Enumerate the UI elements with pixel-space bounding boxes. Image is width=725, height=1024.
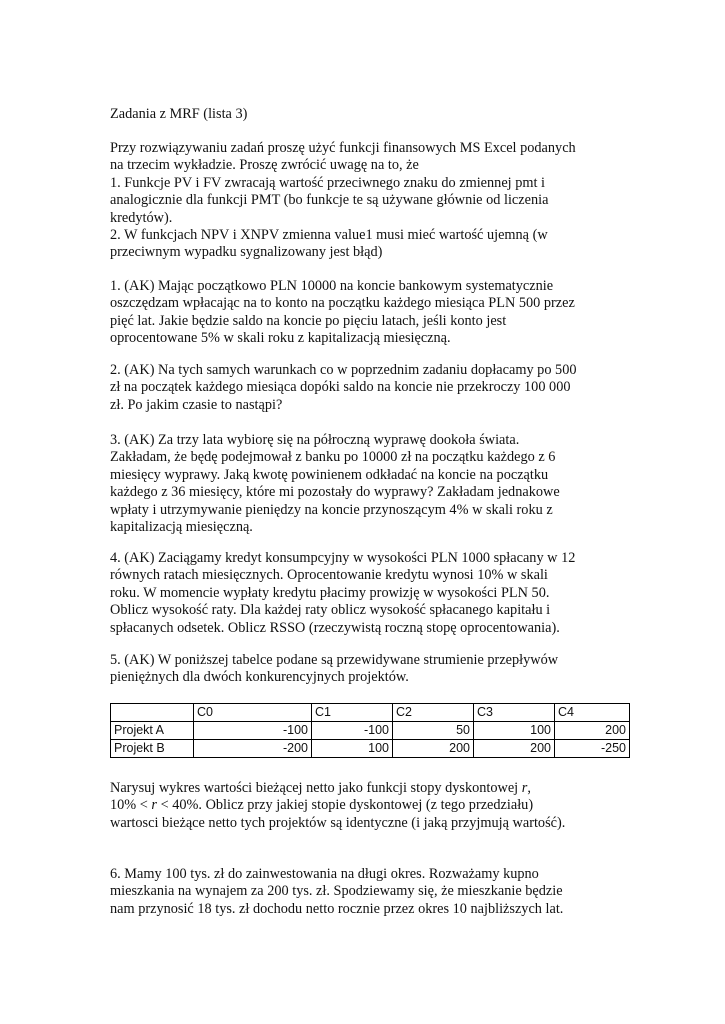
text-segment: Narysuj wykres wartości bieżącej netto jako funkcji stopy dyskontowej [110, 780, 522, 796]
task-4 [110, 550, 630, 637]
table-cell: -250 [555, 740, 630, 758]
task-5-instructions [110, 780, 630, 832]
document-title: Zadania z MRF (lista 3) [110, 106, 248, 122]
task-line: 4. (AK) Zaciągamy kredyt konsumpcyjny w wysokości PLN 1000 spłacany w 12 [110, 550, 576, 566]
text-segment: 10% < [110, 797, 152, 814]
task-6 [110, 866, 630, 918]
table-cell: 200 [393, 740, 474, 758]
task-line: wpłaty i utrzymywanie pieniędzy na koncie przynoszącym 4% w skali roku z [110, 501, 553, 518]
table-row [111, 722, 630, 740]
task-line: 1. (AK) Mając początkowo PLN 10000 na koncie bankowym systematycznie [110, 278, 554, 294]
table-cell: 100 [474, 722, 555, 740]
intro-line: analogicznie dla funkcji PMT (bo funkcje te są używane głównie od liczenia [110, 192, 549, 209]
task-line [110, 780, 630, 797]
task-3 [110, 432, 630, 536]
task-line: 2. (AK) Na tych samych warunkach co w poprzednim zadaniu dopłacamy po 500 [110, 362, 577, 378]
task-line: 6. Mamy 100 tys. zł do zainwestowania na długi okres. Rozważamy kupno [110, 866, 539, 882]
table-cell: 100 [312, 740, 393, 758]
task-line: Oblicz wysokość raty. Dla każdej raty oblicz wysokość spłacanego kapitału i [110, 602, 551, 619]
task-line: pieniężnych dla dwóch konkurencyjnych projektów. [110, 669, 409, 686]
intro-line: przeciwnym wypadku sygnalizowany jest błąd) [110, 244, 383, 261]
intro-paragraph [110, 140, 630, 262]
table-cell: -200 [194, 740, 312, 758]
task-line [110, 797, 630, 814]
task-line: każdego z 36 miesięcy, które mi pozostały do wyprawy? Zakładam jednakowe [110, 484, 560, 501]
task-line: pięć lat. Jakie będzie saldo na koncie po pięciu latach, jeśli konto jest [110, 312, 507, 329]
table-cell: 50 [393, 722, 474, 740]
task-line: mieszkania na wynajem za 200 tys. zł. Spodziewamy się, że mieszkanie będzie [110, 883, 563, 900]
task-5 [110, 652, 630, 687]
task-line: oszczędzam wpłacając na to konto na początku każdego miesiąca PLN 500 przez [110, 295, 575, 312]
intro-line: kredytów). [110, 209, 173, 226]
task-line: równych ratach miesięcznych. Oprocentowanie kredytu wynosi 10% w skali [110, 567, 548, 584]
table-cell: 200 [555, 722, 630, 740]
table-cell: -100 [194, 722, 312, 740]
text-segment: < 40%. Oblicz przy jakiej stopie dyskontowej (z tego przedziału) [157, 797, 534, 814]
table-row [111, 740, 630, 758]
intro-line: 1. Funkcje PV i FV zwracają wartość przeciwnego znaku do zmiennej pmt i [110, 174, 546, 191]
text-segment: , [527, 780, 531, 796]
cash-flow-table [110, 703, 630, 758]
row-label: Projekt B [111, 740, 194, 758]
table-cell: 200 [474, 740, 555, 758]
row-label: Projekt A [111, 722, 194, 740]
task-line: wartosci bieżące netto tych projektów są identyczne (i jaką przyjmują wartość). [110, 814, 566, 831]
table-header-cell: C3 [474, 704, 555, 722]
task-2 [110, 362, 630, 414]
intro-line: Przy rozwiązywaniu zadań proszę użyć funkcji finansowych MS Excel podanych [110, 140, 576, 156]
table-header-cell: C1 [312, 704, 393, 722]
task-line: nam przynosić 18 tys. zł dochodu netto rocznie przez okres 10 najbliższych lat. [110, 900, 564, 917]
table-header-cell: C4 [555, 704, 630, 722]
intro-line: na trzecim wykładzie. Proszę zwrócić uwagę na to, że [110, 157, 419, 174]
task-line: miesięcy wyprawy. Jaką kwotę powinienem odkładać na koncie na początku [110, 466, 549, 483]
table-cell: -100 [312, 722, 393, 740]
task-line: Zakładam, że będę podejmował z banku po 10000 zł na początku każdego z 6 [110, 449, 556, 466]
task-line: 3. (AK) Za trzy lata wybiorę się na półroczną wyprawę dookoła świata. [110, 432, 520, 448]
table-header-cell [111, 704, 194, 722]
math-variable: r [151, 797, 157, 814]
task-line: zł na początek każdego miesiąca dopóki saldo na koncie nie przekroczy 100 000 [110, 379, 571, 396]
task-line: 5. (AK) W poniższej tabelce podane są przewidywane strumienie przepływów [110, 652, 559, 668]
task-line: kapitalizacją miesięczną. [110, 518, 253, 535]
task-line: roku. W momencie wypłaty kredytu płacimy prowizję w wysokości PLN 50. [110, 584, 550, 601]
task-line: spłacanych odsetek. Oblicz RSSO (rzeczywistą roczną stopę oprocentowania). [110, 619, 560, 636]
math-variable: r [521, 780, 528, 796]
task-line: zł. Po jakim czasie to nastąpi? [110, 396, 283, 413]
intro-line: 2. W funkcjach NPV i XNPV zmienna value1 musi mieć wartość ujemną (w [110, 226, 548, 243]
table-header-row [111, 704, 630, 722]
table-header-cell: C2 [393, 704, 474, 722]
table-header-cell: C0 [194, 704, 312, 722]
task-line: oprocentowane 5% w skali roku z kapitalizacją miesięczną. [110, 330, 451, 347]
task-1 [110, 278, 630, 348]
